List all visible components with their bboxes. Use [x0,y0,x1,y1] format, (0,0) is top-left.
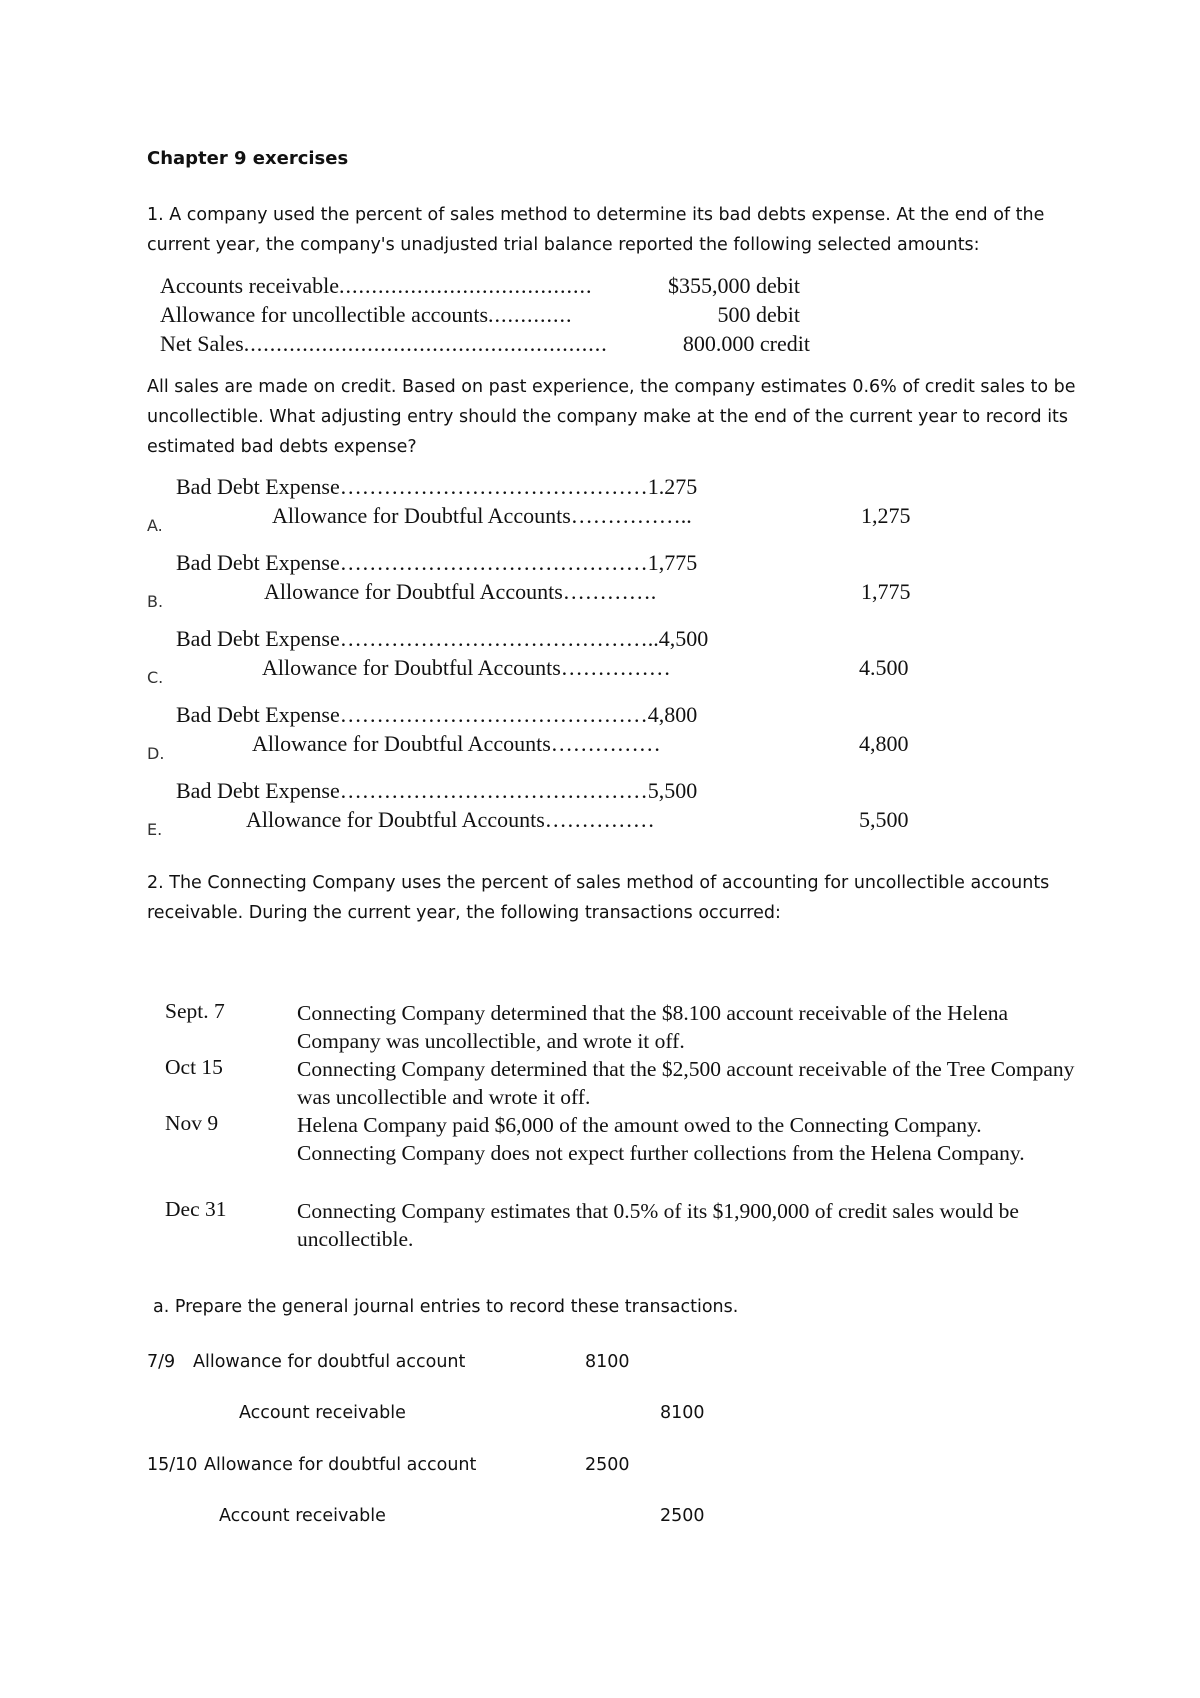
option-a-amount: 1,275 [861,503,911,528]
q1-question: All sales are made on credit. Based on past experience, the company estimates 0.6% of credit sales to be uncollectible. What adjusting entry should the company make at the end of the current year to record its estimated bad debts expense? [147,377,1076,457]
option-d-debit: Bad Debt Expense……………………………………4,800 [176,702,698,727]
tb-label: Accounts receivable [160,273,339,298]
option-b-debit: Bad Debt Expense……………………………………1,775 [176,550,698,575]
transaction-date: Sept. 7 [165,999,225,1023]
option-c-amount: 4.500 [859,655,909,680]
option-a-letter: A. [147,516,163,535]
transaction-date: Oct 15 [165,1055,223,1079]
tb-row [160,302,573,328]
option-e-credit: Allowance for Doubtful Accounts…………… [246,807,655,832]
entry-debit-account: Allowance for doubtful account [204,1455,477,1475]
option-e-amount: 5,500 [859,807,909,832]
part-a-instruction: a. Prepare the general journal entries to record these transactions. [153,1297,739,1317]
transaction-text: Connecting Company determined that the $2,500 account receivable of the Tree Company was uncollectible and wrote it off. [297,1057,1075,1109]
tb-row [160,273,592,299]
option-a-credit: Allowance for Doubtful Accounts…………….. [272,503,692,528]
entry-debit-account: Allowance for doubtful account [193,1352,466,1372]
entry-credit-amount: 8100 [660,1403,705,1423]
option-d-credit: Allowance for Doubtful Accounts…………… [252,731,661,756]
tb-dots: ........................................................ [243,331,608,356]
option-b-credit: Allowance for Doubtful Accounts…………. [264,579,657,604]
entry-debit-amount: 8100 [585,1352,630,1372]
tb-label: Net Sales [160,331,244,356]
transaction-date: Dec 31 [165,1197,227,1221]
tb-dots: ............. [488,302,573,327]
tb-label: Allowance for uncollectible accounts [160,302,489,327]
entry-credit-account: Account receivable [239,1403,406,1423]
option-d-amount: 4,800 [859,731,909,756]
q1-text: 1. A company used the percent of sales method to determine its bad debts expense. At the end of the current year, the company's unadjusted trial balance reported the following selected amounts: [147,205,1045,255]
tb-dots: ....................................... [338,273,593,298]
option-e-letter: E. [147,820,163,839]
transaction-text: Connecting Company estimates that 0.5% of its $1,900,000 of credit sales would be uncollectible. [297,1199,1019,1251]
tb-amount: 500 debit [717,302,800,327]
entry-credit-amount: 2500 [660,1506,705,1526]
option-c-debit: Bad Debt Expense……………………………………..4,500 [176,626,709,651]
tb-amount: 800.000 credit [682,331,810,356]
tb-amount: $355,000 debit [668,273,800,298]
option-c-credit: Allowance for Doubtful Accounts…………… [262,655,671,680]
transaction-text: Helena Company paid $6,000 of the amount owed to the Connecting Company. Connecting Company does not expect further collections from the Helena Company. [297,1113,1025,1165]
entry-date: 7/9 [147,1352,176,1372]
tb-row [160,331,608,357]
option-b-letter: B. [147,592,164,611]
option-c-letter: C. [147,668,164,687]
page-title: Chapter 9 exercises [147,148,349,169]
option-a-debit: Bad Debt Expense……………………………………1.275 [176,474,698,499]
option-d-letter: D. [147,744,165,763]
option-e-debit: Bad Debt Expense……………………………………5,500 [176,778,698,803]
entry-credit-account: Account receivable [219,1506,386,1526]
option-b-amount: 1,775 [861,579,911,604]
q2-text: 2. The Connecting Company uses the percent of sales method of accounting for uncollectible accounts receivable. During the current year, the following transactions occurred: [147,873,1050,923]
transaction-text: Connecting Company determined that the $8.100 account receivable of the Helena Company was uncollectible, and wrote it off. [297,1001,1009,1053]
transaction-date: Nov 9 [165,1111,219,1135]
entry-debit-amount: 2500 [585,1455,630,1475]
entry-date: 15/10 [147,1455,198,1475]
